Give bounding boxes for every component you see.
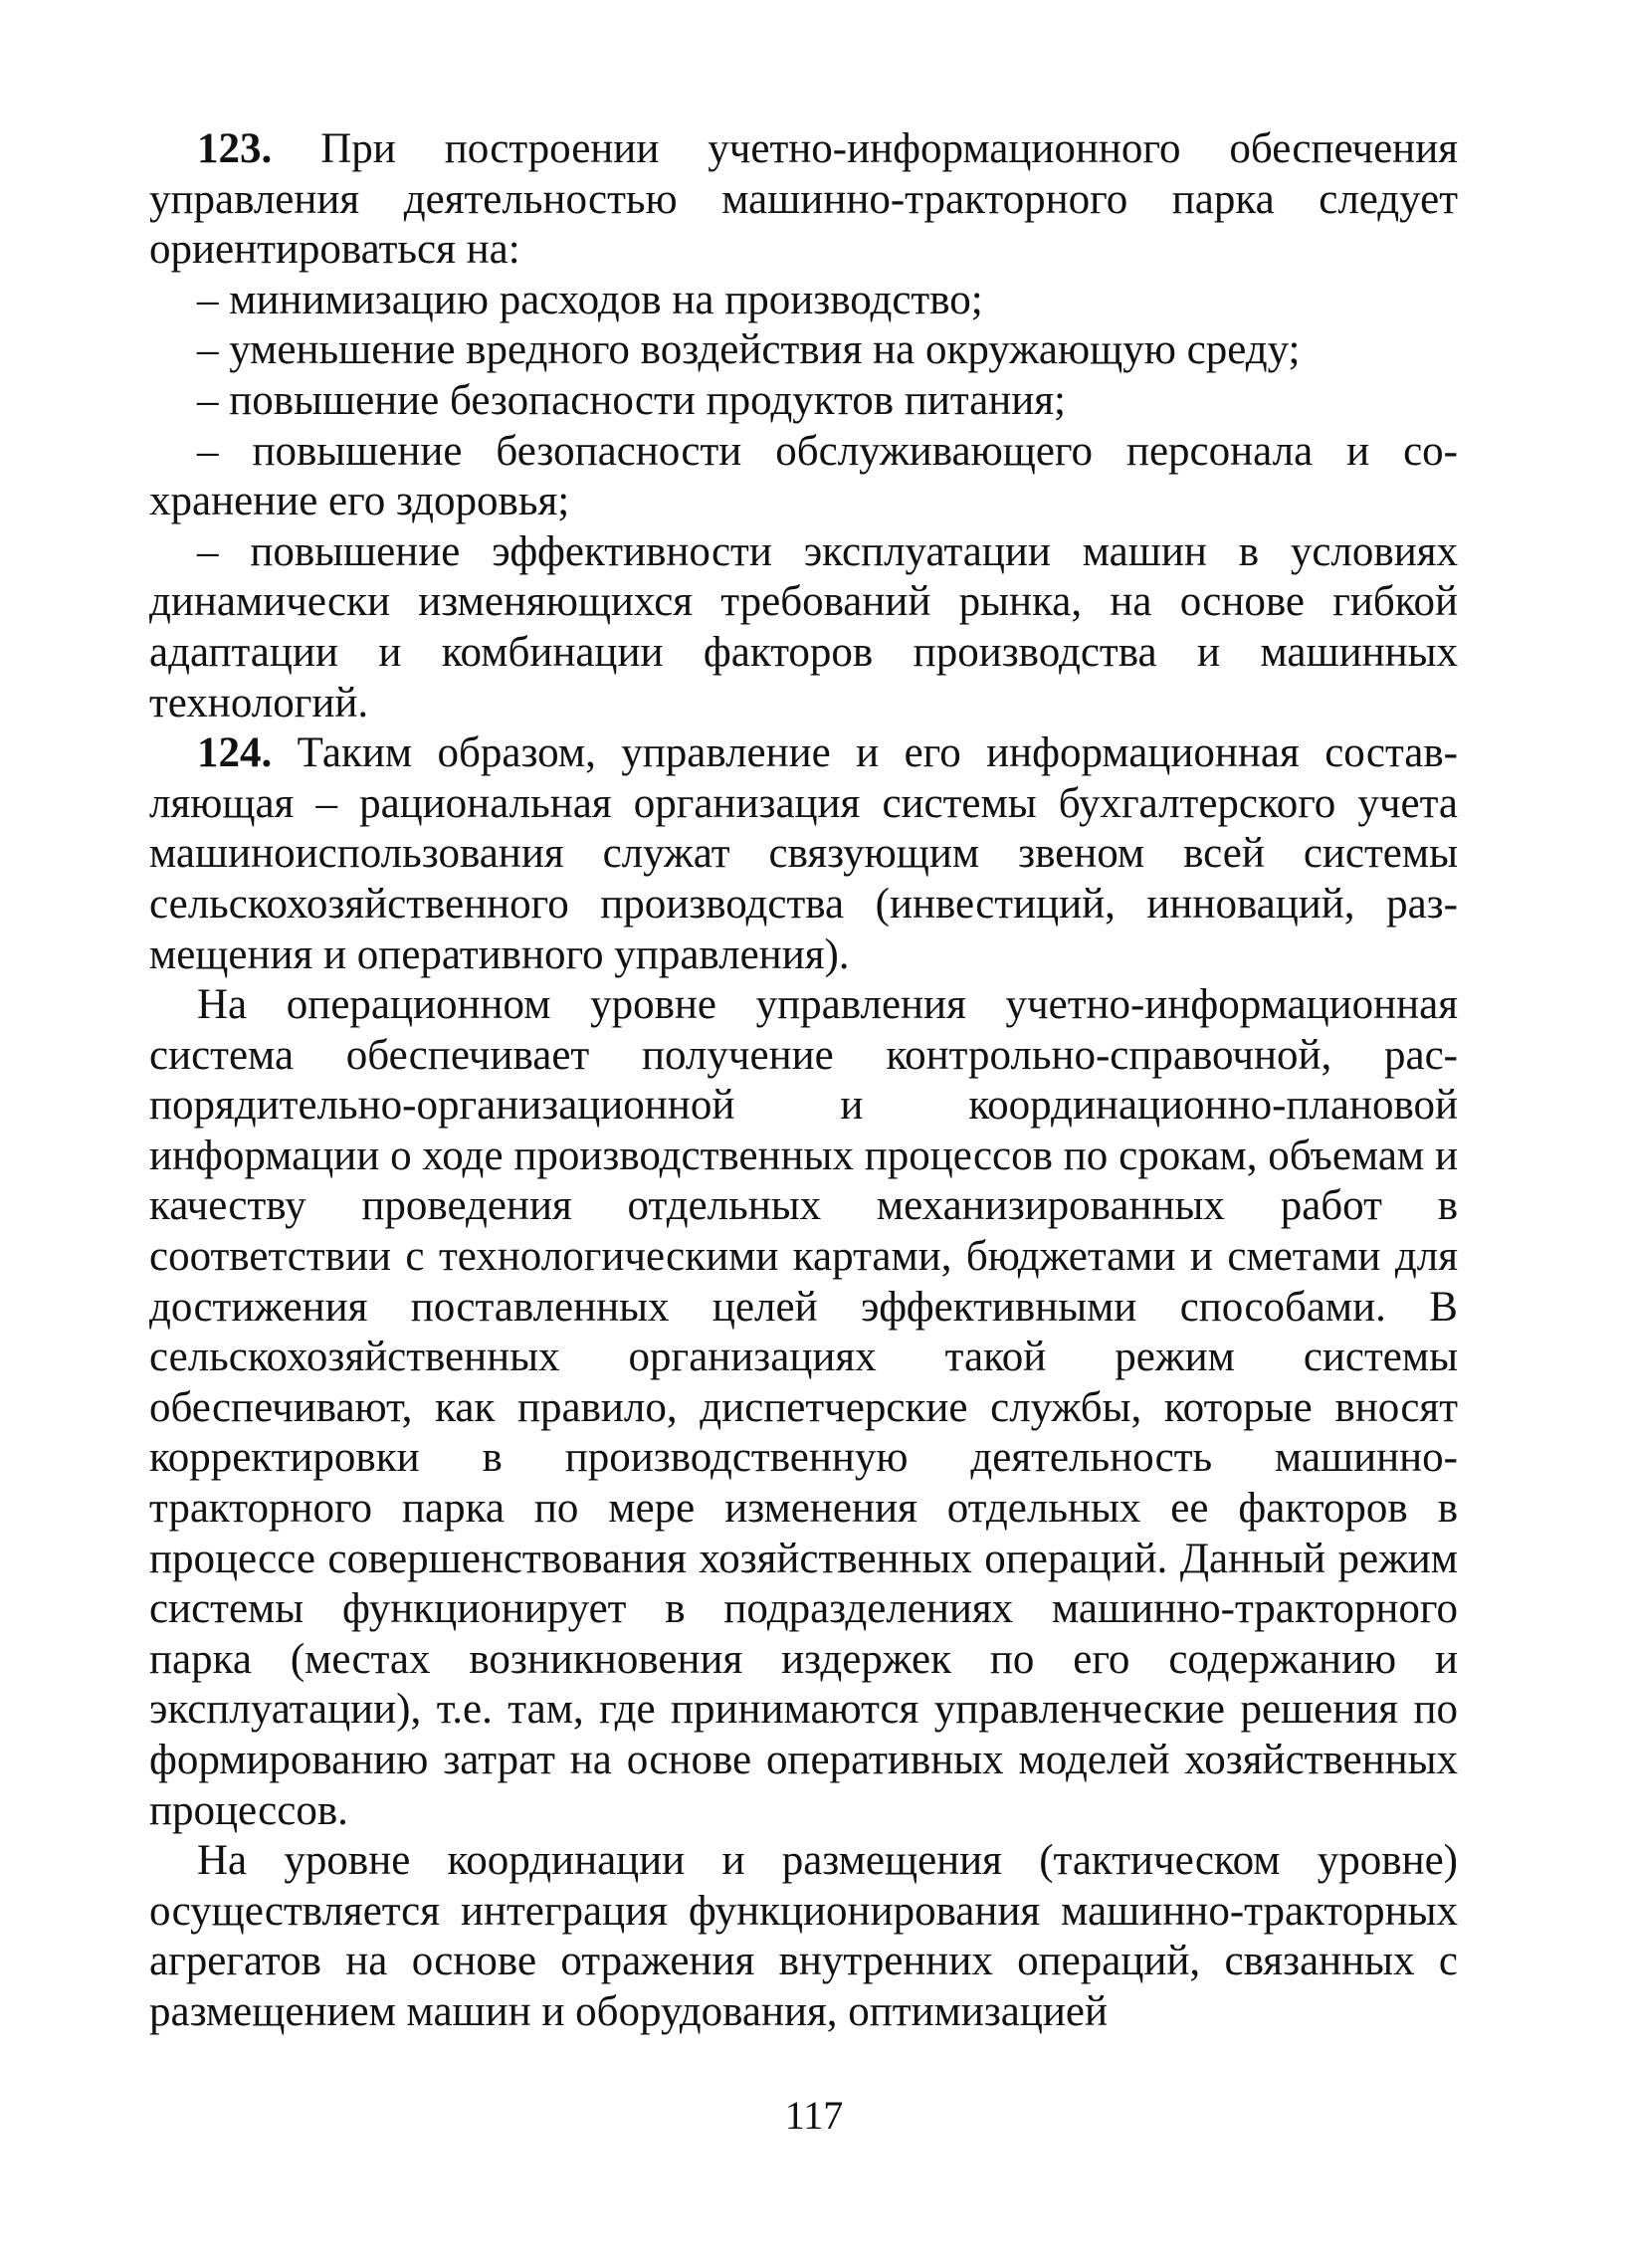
paragraph-text: При построении учетно-информационного обеспечения управления деятельностью машинно-тракторного парка следует ориентироваться на: <box>149 125 1458 274</box>
list-item-costs: – минимизацию расходов на производство; <box>197 276 983 323</box>
paragraph-tactical-level: На уровне координации и размещения (тактическом уровне) осуществляется интеграция функционирования машинно-тракторных агрегатов на основе отражения внутренних операций, связанных с размещением машин и оборудования, оптимизацией <box>149 1837 1458 2035</box>
list-item-personnel-safety: – повышение безопасности обслуживающего персонала и сохранение его здоровья; <box>149 427 1458 525</box>
list-item-environment: – уменьшение вредного воздействия на окружающую среду; <box>197 326 1301 374</box>
paragraph-text: Таким образом, управление и его информационная составляющая – рациональная организация системы бухгалтерского учета машиноиспользования служат связующим звеном всей системы сельскохозяйственного производства (инвестиций, инноваций, размещения и оперативного управления). <box>149 729 1458 978</box>
paragraph-124 <box>149 728 1458 980</box>
page-number: 117 <box>784 2093 844 2138</box>
list-item-food-safety: – повышение безопасности продуктов питания; <box>197 376 1066 424</box>
paragraph-number: 123. <box>197 125 273 172</box>
paragraph-123 <box>149 124 1458 276</box>
paragraph-operational-level: На операционном уровне управления учетно-информационная система обеспечивает получение контрольно-справочной, распорядительно-организационной и координационно-плановой информации о ходе производственных процессов по срокам, объемам и качеству проведения отдельных механизированных работ в соответствии с технологическими картами, бюджетами и сметами для достижения поставленных целей эффективными способами. В сельскохозяйственных организациях такой режим системы обеспечивают, как правило, диспетчерские службы, которые вносят корректировки в производственную деятельность машинно-тракторного парка по мере изменения отдельных ее факторов в процессе совершенствования хозяйственных операций. Данный режим системы функционирует в подразделениях машинно-тракторного парка (местах возникновения издержек по его содержанию и эксплуатации), т.е. там, где принимаются управленческие решения по формированию затрат на основе оперативных моделей хозяйственных процессов. <box>149 981 1458 1834</box>
page-body <box>149 124 1458 2135</box>
list-item-efficiency: – повышение эффективности эксплуатации машин в условиях динамически изменяющихся требований рынка, на основе гибкой адаптации и комбинации факторов производства и машинных технологий. <box>149 527 1458 726</box>
paragraph-number: 124. <box>197 729 273 777</box>
